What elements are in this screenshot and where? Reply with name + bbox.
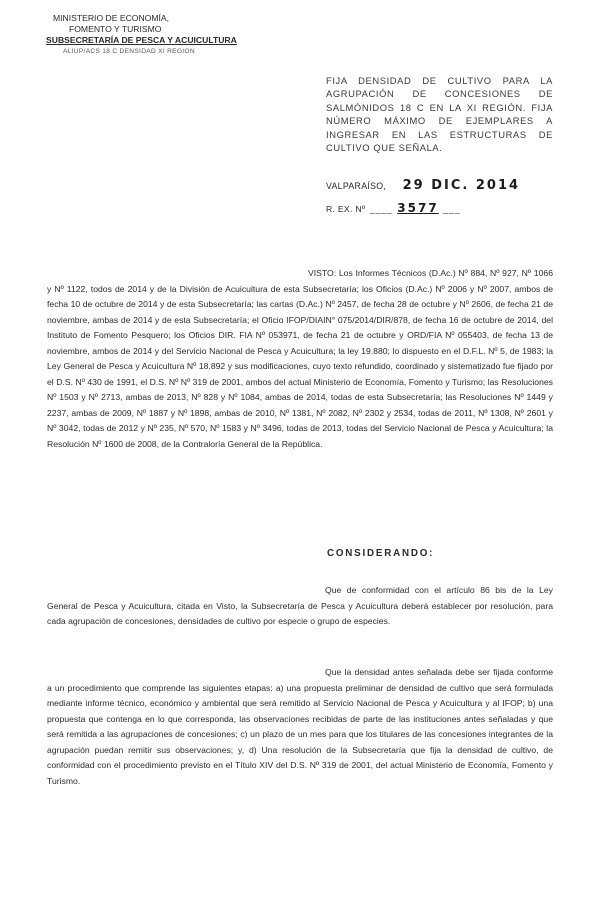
subsecretaria-name: SUBSECRETARÍA DE PESCA Y ACUICULTURA: [46, 35, 237, 45]
date-place: VALPARAÍSO,: [326, 181, 387, 191]
considerando-heading: CONSIDERANDO:: [327, 548, 435, 559]
visto-paragraph: VISTO: Los Informes Técnicos (D.Ac.) Nº 884, Nº 927, Nº 1066 y Nº 1122, todos de 2014 y de la División de Acuicultura de esta Subsecretaría; los Oficios (D.Ac.) Nº 2006 y Nº 2007, ambos de fecha 10 de octubre de 2014 y de esta Subsecretaría; las cartas (D.Ac.) Nº 2457, de fecha 28 de octubre y Nº 2606, de fecha 21 de noviembre, ambas de 2014 y de esta Subsecretaría; el Oficio IFOP/DIAIN° 075/2014/DIR/878, de fecha 16 de octubre de 2014, del Instituto de Fomento Pesquero; los Oficios DIR. FIA Nº 053971, de fecha 21 de octubre y ORD/FIA Nº 055403, de fecha 13 de noviembre, ambos de 2014 y del Servicio Nacional de Pesca y Acuicultura; la ley 19.880; lo dispuesto en el D.F.L. Nº 5, de 1983; la Ley General de Pesca y Acuicultura Nº 18.892 y sus modificaciones, cuyo texto refundido, coordinado y sistematizado fue fijado por el D.S. Nº 430 de 1991, el D.S. Nº Nº 319 de 2001, ambos del actual Ministerio de Economía, Fomento y Turismo; las Resoluciones Nº 1503 y Nº 2713, ambas de 2013, Nº 828 y Nº 1084, ambas de 2014, todas de esta Subsecretaría; las Resoluciones Nº 1449 y 2237, ambas de 2009, Nº 1887 y Nº 1898, ambas de 2010, Nº 1381, Nº 2082, Nº 2302 y 2534, todas de 2011, Nº 1308, Nº 2601 y Nº 3042, todas de 2012 y Nº 235, Nº 570, Nº 1583 y Nº 3496, todas de 2013, todas del Servicio Nacional de Pesca y Acuicultura; la Resolución Nº 1600 de 2008, de la Contraloría General de la República.: [47, 268, 553, 449]
date-value: 29 DIC. 2014: [402, 178, 521, 193]
resolution-dash: ____: [369, 204, 393, 214]
resolution-subject: FIJA DENSIDAD DE CULTIVO PARA LA AGRUPACIÓN DE CONCESIONES DE SALMÓNIDOS 18 C EN LA XI REGIÓN. FIJA NÚMERO MÁXIMO DE EJEMPLARES A INGRESAR EN LAS ESTRUCTURAS DE CULTIVO QUE SEÑALA.: [326, 75, 553, 154]
date-line: [326, 176, 520, 194]
ministry-name: MINISTERIO DE ECONOMÍA,: [53, 13, 170, 23]
document-reference: ALIUP/ACS 18 C DENSIDAD XI REGION: [63, 48, 195, 55]
ministry-subtitle: FOMENTO Y TURISMO: [69, 24, 162, 34]
considerando-paragraph-1: Que de conformidad con el artículo 86 bis de la Ley General de Pesca y Acuicultura, citada en Visto, la Subsecretaría de Pesca y Acuicultura deberá establecer por resolución, para cada agrupación de concesiones, densidades de cultivo por especie o grupo de especies.: [47, 585, 553, 626]
resolution-dash-trailing: ___: [443, 204, 461, 214]
considerando-paragraph-2: Que la densidad antes señalada debe ser fijada conforme a un procedimiento que comprende las siguientes etapas: a) una propuesta preliminar de densidad de cultivo que será formulada mediante informe técnico, económico y ambiental que será remitido al Servicio Nacional de Pesca y Acuicultura y al IFOP; b) una propuesta que contenga en lo que corresponda, las observaciones recibidas de parte de las instituciones antes señaladas y que será remitida a las agrupaciones de concesiones; c) un plazo de un mes para que los titulares de las concesiones integrantes de la agrupación puedan remitir sus observaciones; y, d) Una resolución de la Subsecretaría que fija la densidad de cultivo, de conformidad con el procedimiento previsto en el Título XIV del D.S. Nº 319 de 2001, del actual Ministerio de Economía, Fomento y Turismo.: [47, 667, 553, 786]
resolution-label: R. EX. Nº: [326, 204, 366, 214]
resolution-number: 3577: [397, 201, 439, 215]
resolution-number-line: [326, 199, 461, 217]
